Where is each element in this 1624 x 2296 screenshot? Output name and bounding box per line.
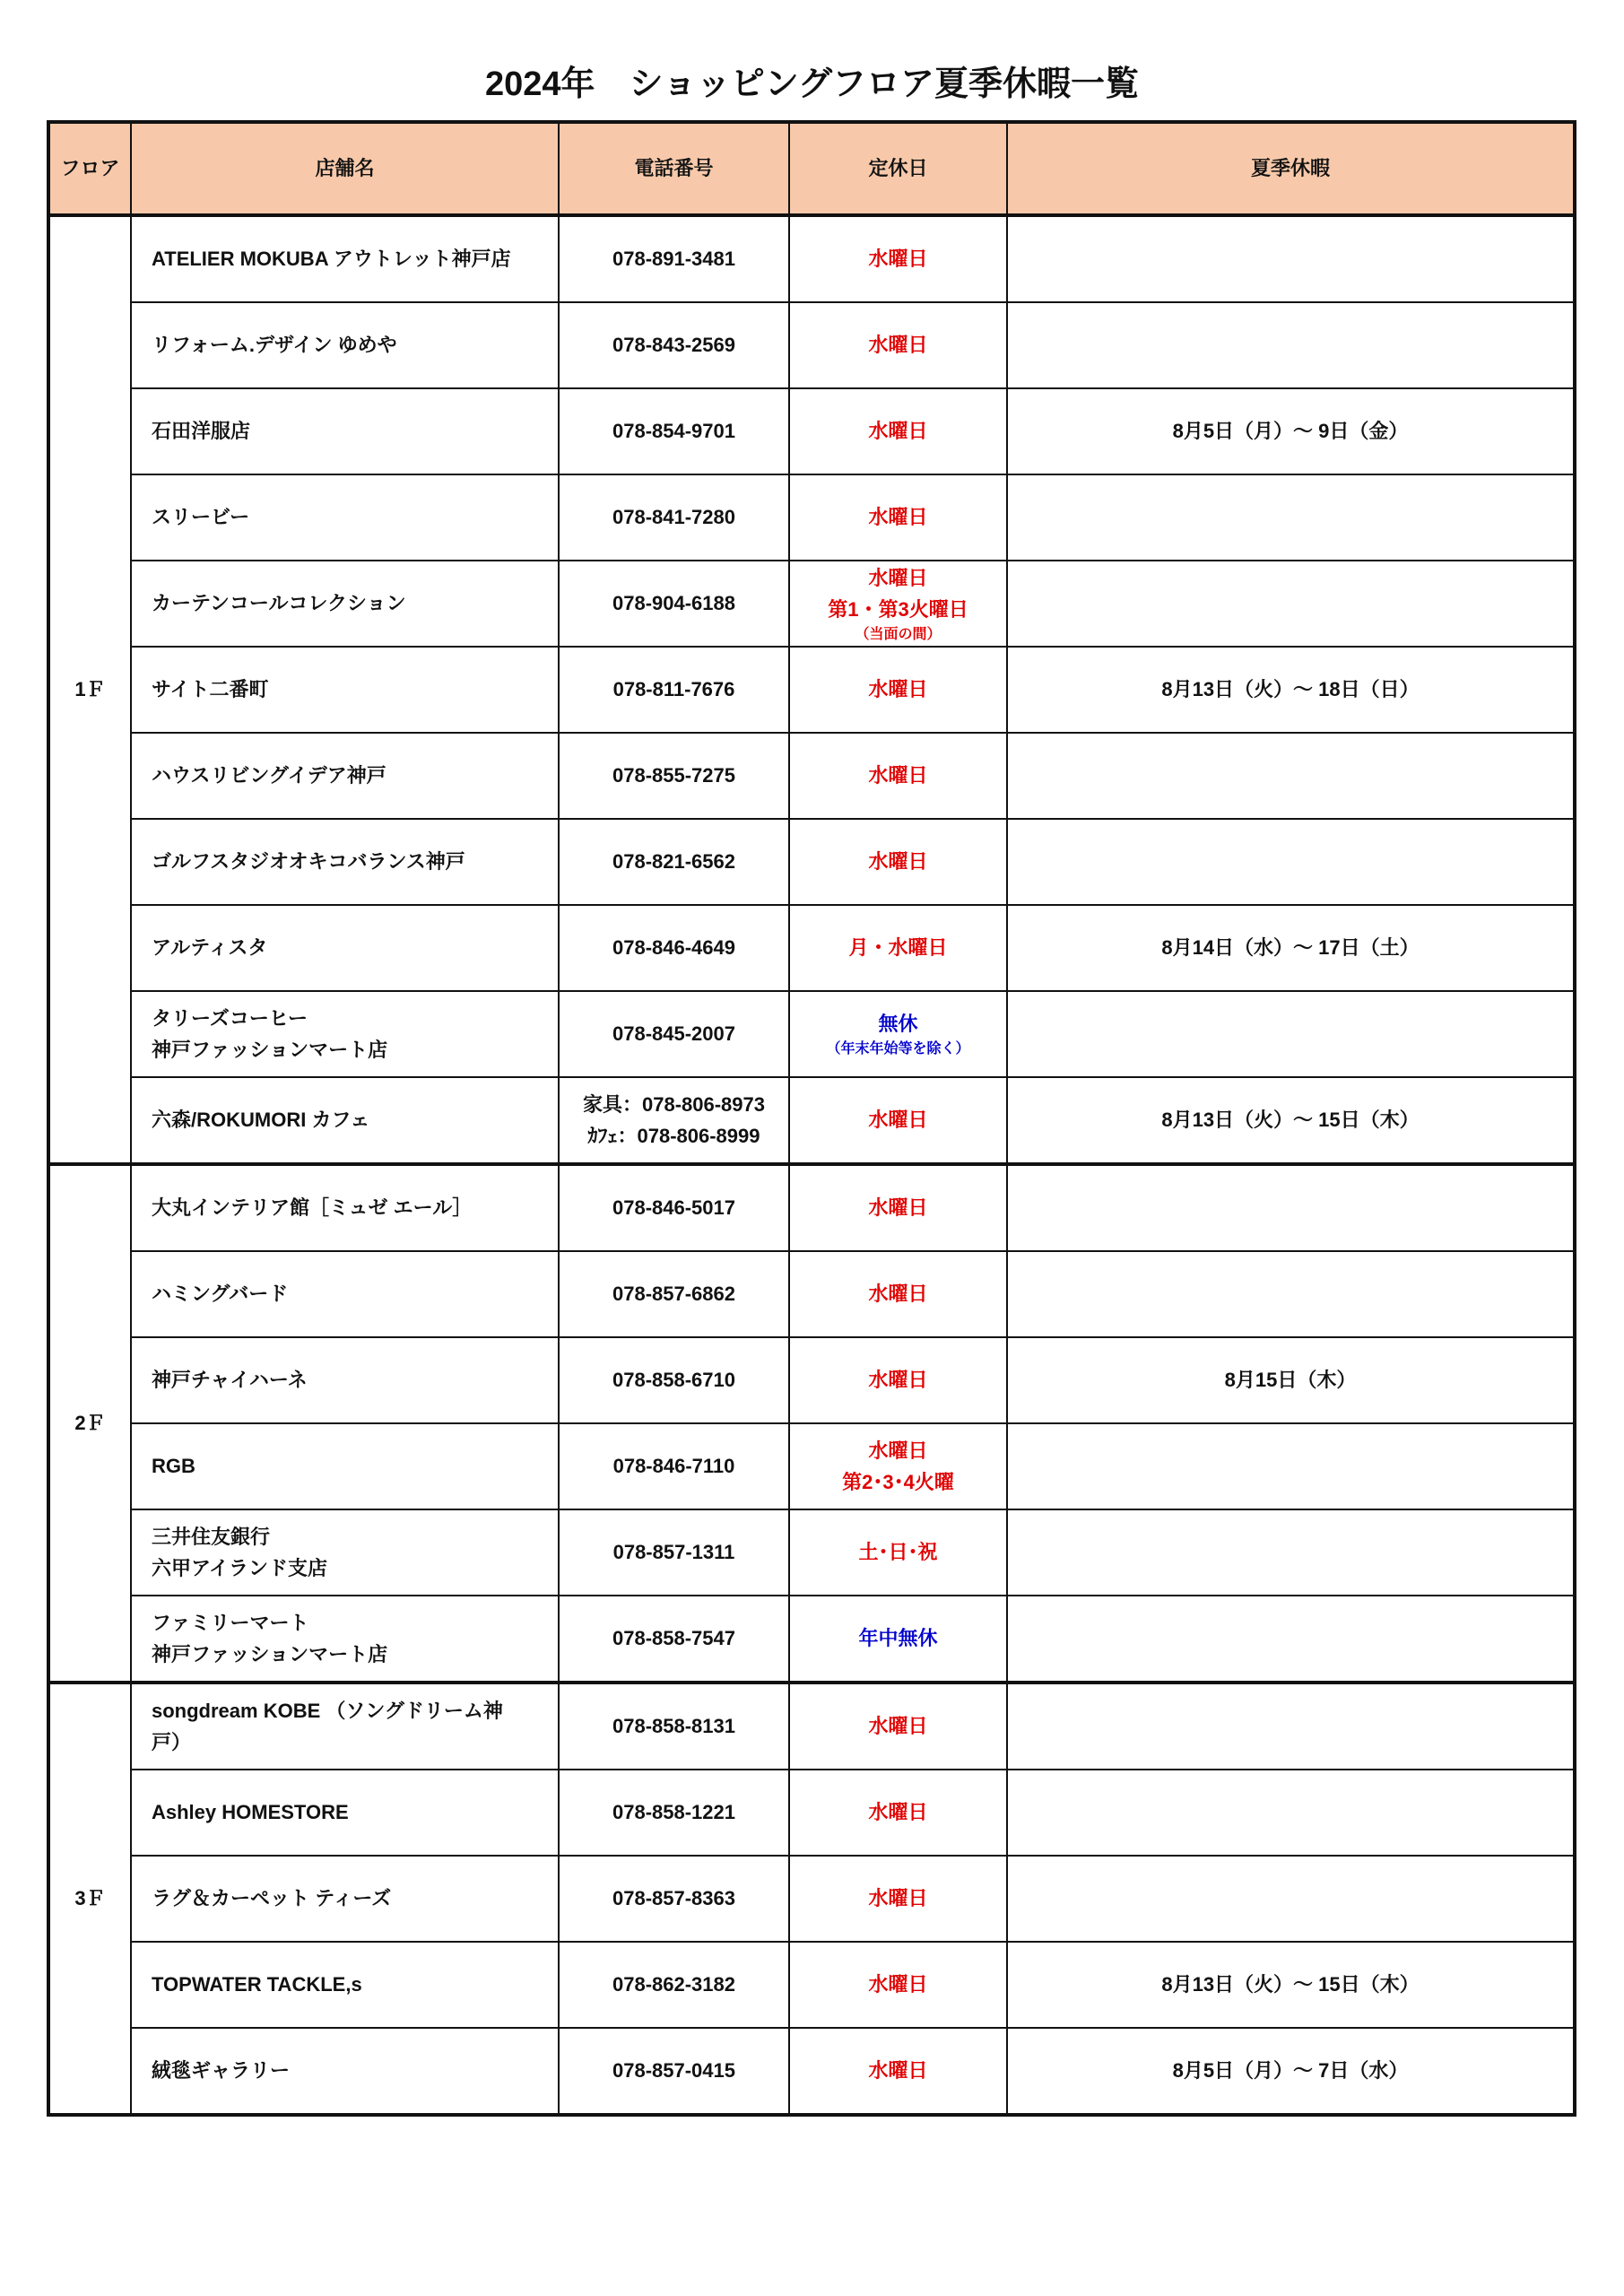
table-row	[48, 1164, 1575, 1251]
phone-number	[559, 1942, 789, 2028]
table-row	[48, 215, 1575, 302]
table-row	[48, 388, 1575, 474]
store-name	[131, 388, 559, 474]
regular-holiday	[789, 1856, 1007, 1942]
phone-line: 078-858-7547	[612, 1627, 735, 1650]
phone-line: 078-841-7280	[612, 506, 735, 529]
table-row	[48, 647, 1575, 733]
regular-holiday	[789, 905, 1007, 991]
regular-holiday	[789, 215, 1007, 302]
table-row	[48, 1423, 1575, 1509]
store-name-line: ラグ＆カーペット ティーズ	[152, 1887, 392, 1910]
regular-holiday	[789, 1077, 1007, 1164]
regular-holiday-line: 年中無休	[858, 1627, 938, 1650]
summer-holiday	[1007, 991, 1575, 1077]
phone-line: 078-858-1221	[612, 1801, 735, 1824]
phone-number	[559, 302, 789, 388]
store-name-line: Ashley HOMESTORE	[152, 1801, 349, 1824]
phone-line: 078-854-9701	[612, 420, 735, 443]
table-row	[48, 561, 1575, 647]
phone-number	[559, 1596, 789, 1683]
store-name-line: 六森/ROKUMORI カフェ	[152, 1109, 370, 1132]
store-name	[131, 1251, 559, 1337]
phone-line: 078-843-2569	[612, 334, 735, 357]
regular-holiday-line: 水曜日	[868, 678, 928, 701]
page-title: 2024年 ショッピングフロア夏季休暇一覧	[484, 65, 1140, 103]
phone-line: 078-857-6862	[612, 1283, 735, 1306]
store-name-line: songdream KOBE （ソングドリーム神	[152, 1699, 503, 1722]
summer-holiday: 8月15日（木）	[1007, 1337, 1575, 1423]
store-name	[131, 2028, 559, 2115]
regular-holiday-line: 水曜日	[868, 2059, 928, 2083]
store-name-line: 神戸ファッションマート店	[152, 1039, 388, 1061]
store-name-line: スリービー	[152, 506, 250, 529]
regular-holiday-line: 水曜日	[868, 1439, 928, 1462]
regular-holiday	[789, 2028, 1007, 2115]
store-name	[131, 905, 559, 991]
regular-holiday	[789, 1596, 1007, 1683]
summer-holiday: 8月5日（月）～ 7日（水）	[1007, 2028, 1575, 2115]
phone-line: 078-846-4649	[612, 936, 735, 960]
phone-number	[559, 1856, 789, 1942]
regular-holiday-line: 水曜日	[868, 1973, 928, 1996]
floor-label: 3Ｆ	[48, 1683, 131, 2115]
floor-label: 2Ｆ	[48, 1164, 131, 1683]
summer-holiday-table	[47, 120, 1576, 2117]
phone-number	[559, 474, 789, 561]
store-name	[131, 991, 559, 1077]
summer-holiday	[1007, 302, 1575, 388]
store-name-line: タリーズコーヒー	[152, 1006, 308, 1030]
regular-holiday	[789, 1423, 1007, 1509]
store-name-line: 六甲アイランド支店	[152, 1557, 328, 1579]
store-name	[131, 1942, 559, 2028]
store-name-line: カーテンコールコレクション	[152, 592, 406, 615]
summer-holiday	[1007, 819, 1575, 905]
store-name	[131, 1164, 559, 1251]
regular-holiday	[789, 302, 1007, 388]
header-floor: フロア	[48, 122, 131, 215]
phone-line: 078-858-6710	[612, 1369, 735, 1392]
store-name	[131, 215, 559, 302]
store-name-line: TOPWATER TACKLE,s	[152, 1973, 362, 1996]
store-name-line: リフォーム.デザイン ゆめや	[152, 334, 397, 357]
store-name	[131, 1423, 559, 1509]
store-name-line: 石田洋服店	[152, 420, 251, 443]
summer-holiday: 8月5日（月）～ 9日（金）	[1007, 388, 1575, 474]
summer-holiday	[1007, 474, 1575, 561]
regular-holiday	[789, 1164, 1007, 1251]
summer-holiday	[1007, 1509, 1575, 1596]
store-name-line: 戸）	[152, 1731, 192, 1753]
summer-holiday	[1007, 733, 1575, 819]
phone-line: 078-846-7110	[612, 1455, 735, 1478]
regular-holiday-line: 無休	[878, 1013, 918, 1036]
phone-number	[559, 819, 789, 905]
table-row	[48, 1596, 1575, 1683]
regular-holiday-line: 第2･3･4火曜	[842, 1471, 954, 1493]
store-name	[131, 1856, 559, 1942]
phone-line: 078-857-8363	[612, 1887, 735, 1910]
regular-holiday	[789, 388, 1007, 474]
regular-holiday-line: 水曜日	[868, 1801, 928, 1824]
phone-number	[559, 1077, 789, 1164]
regular-holiday-line: 水曜日	[868, 1887, 928, 1910]
table-row	[48, 905, 1575, 991]
store-name-line: 三井住友銀行	[152, 1525, 271, 1548]
phone-line: 078-855-7275	[612, 764, 735, 787]
regular-holiday-line: 水曜日	[868, 1715, 928, 1738]
regular-holiday-note: （年末年始等を除く）	[826, 1041, 970, 1057]
regular-holiday-line: 土･日･祝	[858, 1541, 938, 1564]
phone-number	[559, 1423, 789, 1509]
phone-line: ｶﾌｪ：078-806-8999	[587, 1125, 760, 1147]
regular-holiday-line: 水曜日	[868, 420, 928, 443]
regular-holiday	[789, 474, 1007, 561]
store-name	[131, 302, 559, 388]
table-row	[48, 1337, 1575, 1423]
phone-number	[559, 215, 789, 302]
store-name	[131, 1509, 559, 1596]
store-name	[131, 733, 559, 819]
regular-holiday-line: 水曜日	[868, 566, 928, 589]
phone-line: 078-862-3182	[612, 1973, 735, 1996]
store-name-line: アルティスタ	[152, 936, 268, 960]
regular-holiday-note: （当面の間）	[855, 626, 942, 642]
summer-holiday: 8月13日（火）～ 18日（日）	[1007, 647, 1575, 733]
header-regular-holiday: 定休日	[789, 122, 1007, 215]
phone-number	[559, 1251, 789, 1337]
regular-holiday-line: 水曜日	[868, 764, 928, 787]
store-name-line: 大丸インテリア館［ミュゼ エール］	[152, 1196, 473, 1220]
store-name-line: ゴルフスタジオオキコバランス神戸	[152, 850, 465, 874]
summer-holiday	[1007, 1423, 1575, 1509]
store-name	[131, 1770, 559, 1856]
store-name	[131, 561, 559, 647]
summer-holiday	[1007, 1164, 1575, 1251]
summer-holiday	[1007, 1251, 1575, 1337]
phone-line: 078-846-5017	[612, 1196, 735, 1220]
summer-holiday	[1007, 1770, 1575, 1856]
store-name-line: RGB	[152, 1455, 195, 1478]
phone-number	[559, 388, 789, 474]
summer-holiday	[1007, 215, 1575, 302]
store-name	[131, 1683, 559, 1770]
phone-number	[559, 1509, 789, 1596]
regular-holiday-line: 水曜日	[868, 248, 928, 271]
table-row	[48, 474, 1575, 561]
header-summer-holiday: 夏季休暇	[1007, 122, 1575, 215]
store-name-line: 絨毯ギャラリー	[152, 2059, 291, 2083]
phone-number	[559, 1164, 789, 1251]
phone-line: 078-811-7676	[612, 678, 735, 701]
phone-line: 078-845-2007	[612, 1022, 735, 1046]
table-row	[48, 733, 1575, 819]
table-row	[48, 819, 1575, 905]
regular-holiday-line: 水曜日	[868, 1369, 928, 1392]
phone-number	[559, 733, 789, 819]
summer-holiday	[1007, 1596, 1575, 1683]
table-row	[48, 1077, 1575, 1164]
header-phone: 電話番号	[559, 122, 789, 215]
phone-number	[559, 647, 789, 733]
phone-line: 078-904-6188	[612, 592, 735, 615]
phone-line: 078-858-8131	[612, 1715, 735, 1738]
regular-holiday	[789, 1942, 1007, 2028]
phone-line: 078-891-3481	[612, 248, 735, 271]
store-name-line: 神戸ファッションマート店	[152, 1643, 388, 1665]
table-row	[48, 2028, 1575, 2115]
regular-holiday	[789, 561, 1007, 647]
regular-holiday-line: 水曜日	[868, 1109, 928, 1132]
summer-holiday	[1007, 1683, 1575, 1770]
phone-line: 家具：078-806-8973	[582, 1092, 765, 1116]
phone-line: 078-857-1311	[612, 1541, 735, 1564]
regular-holiday	[789, 1337, 1007, 1423]
store-name-line: 神戸チャイハーネ	[152, 1369, 308, 1392]
store-name	[131, 819, 559, 905]
table-row	[48, 1770, 1575, 1856]
regular-holiday-line: 水曜日	[868, 1283, 928, 1306]
regular-holiday	[789, 647, 1007, 733]
regular-holiday-line: 水曜日	[868, 506, 928, 529]
regular-holiday	[789, 1683, 1007, 1770]
summer-holiday: 8月13日（火）～ 15日（木）	[1007, 1077, 1575, 1164]
table-row	[48, 1683, 1575, 1770]
phone-number	[559, 1770, 789, 1856]
summer-holiday: 8月14日（水）～ 17日（土）	[1007, 905, 1575, 991]
phone-line: 078-857-0415	[612, 2059, 735, 2083]
phone-number	[559, 561, 789, 647]
regular-holiday	[789, 1509, 1007, 1596]
phone-line: 078-821-6562	[612, 850, 735, 874]
store-name	[131, 1077, 559, 1164]
regular-holiday-line: 月・水曜日	[848, 936, 948, 960]
summer-holiday	[1007, 1856, 1575, 1942]
regular-holiday-line: 水曜日	[868, 1196, 928, 1220]
phone-number	[559, 1683, 789, 1770]
store-name-line: サイト二番町	[152, 678, 269, 701]
regular-holiday-line: 水曜日	[868, 334, 928, 357]
store-name-line: ハウスリビングイデア神戸	[152, 764, 386, 787]
header-store-name: 店舗名	[131, 122, 559, 215]
regular-holiday-line: 水曜日	[868, 850, 928, 874]
table-row	[48, 1856, 1575, 1942]
store-name	[131, 647, 559, 733]
phone-number	[559, 991, 789, 1077]
table-row	[48, 1251, 1575, 1337]
summer-holiday: 8月13日（火）～ 15日（木）	[1007, 1942, 1575, 2028]
store-name	[131, 1337, 559, 1423]
regular-holiday-line: 第1・第3火曜日	[828, 597, 968, 621]
table-row	[48, 1942, 1575, 2028]
store-name-line: ATELIER MOKUBA アウトレット神戸店	[152, 248, 511, 271]
regular-holiday	[789, 733, 1007, 819]
store-name-line: ファミリーマート	[152, 1611, 309, 1634]
table-header-row	[48, 122, 1575, 215]
table-row	[48, 991, 1575, 1077]
table-row	[48, 1509, 1575, 1596]
regular-holiday	[789, 991, 1007, 1077]
summer-holiday	[1007, 561, 1575, 647]
phone-number	[559, 905, 789, 991]
phone-number	[559, 1337, 789, 1423]
phone-number	[559, 2028, 789, 2115]
table-row	[48, 302, 1575, 388]
regular-holiday	[789, 819, 1007, 905]
store-name-line: ハミングバード	[152, 1283, 289, 1306]
floor-label: 1Ｆ	[48, 215, 131, 1164]
store-name	[131, 474, 559, 561]
regular-holiday	[789, 1770, 1007, 1856]
store-name	[131, 1596, 559, 1683]
regular-holiday	[789, 1251, 1007, 1337]
